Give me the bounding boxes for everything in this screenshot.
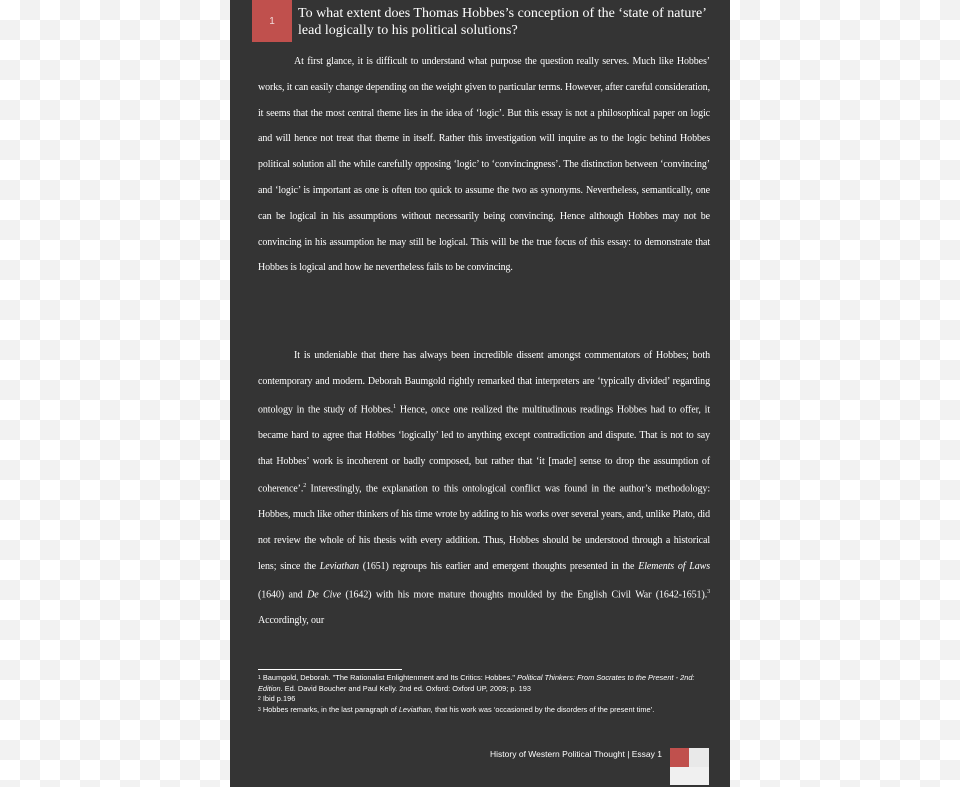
text-run: Accordingly, our [258, 614, 325, 626]
footnote-ref-1[interactable]: 1 [393, 403, 397, 410]
page-footer: History of Western Political Thought | Essay 1 [490, 749, 662, 759]
paragraph-text [258, 343, 710, 634]
book-title-elements: Elements of Laws [638, 561, 710, 573]
text-run: Hence, once one realized the multitudinous readings Hobbes had to offer, it became hard to agree that Hobbes ‘logically’ led to anything except contradiction and dispute. That is not to say that Hobbes’ work is incoherent or badly composed, but rather that ‘it [made] sense to drop the assumption of coherence’. [258, 403, 710, 495]
text-run: Interestingly, the explanation to this ontological conflict was found in the author’s methodology: Hobbes, much like other thinkers of his time wrote by adding to his works over several years, and, unlike Plato, did not review the whole of his thesis with every addition. Thus, Hobbes should be understood through a historical lens; since the [258, 483, 710, 573]
footnote-1 [258, 673, 710, 694]
footnote-text: Baumgold, Deborah. "The Rationalist Enlightenment and Its Critics: Hobbes." [260, 673, 518, 682]
body-paragraph-1 [258, 49, 710, 281]
footnotes [258, 673, 710, 715]
body-paragraph-2 [258, 343, 710, 634]
footer-accent-square [670, 748, 689, 767]
footnote-number: 3 [258, 706, 261, 713]
book-title-leviathan: Leviathan [319, 561, 359, 573]
footnote-text: Ibid p.196 [260, 694, 296, 704]
text-run: It is undeniable that there has always been incredible dissent amongst commentators of Hobbes; both contemporary and modern. Deborah Baumgold rightly remarked that interpreters are ‘typically divided’ regarding ontology in the study of Hobbes. [258, 350, 710, 415]
text-run: (1651) regroups his earlier and emergent thoughts presented in the [358, 561, 639, 573]
essay-title: To what extent does Thomas Hobbes’s conception of the ‘state of nature’ lead logically to his political solutions? [298, 6, 706, 38]
book-title-de-cive: De Cive [307, 589, 341, 601]
footer-grey-block [670, 767, 709, 785]
text-run: (1640) and [258, 589, 308, 601]
footnote-italic: Leviathan, [398, 704, 433, 714]
footnote-text: Hobbes remarks, in the last paragraph of [260, 704, 399, 714]
page-number-badge [252, 0, 292, 42]
footnote-ref-3[interactable]: 3 [707, 588, 710, 595]
text-run: (1642) with his more mature thoughts moulded by the English Civil War (1642-1651). [340, 589, 708, 601]
footnote-text: . Ed. David Boucher and Paul Kelly. 2nd ed. Oxford: Oxford UP, 2009; p. 193 [280, 683, 531, 693]
footnote-separator [258, 669, 402, 670]
page-number: 1 [269, 15, 275, 27]
footnote-italic: Political Thinkers: From Socrates to the Present - 2nd: Edition [258, 673, 695, 693]
footer-grey-square [689, 748, 709, 767]
footnote-3 [258, 705, 710, 716]
footnote-text: that his work was ‘occasioned by the disorders of the present time’. [432, 704, 655, 714]
footnote-number: 2 [258, 696, 261, 703]
paragraph-text: At first glance, it is difficult to understand what purpose the question really serves. Much like Hobbes’ works, it can easily change depending on the weight given to particular terms. However, after careful consideration, it seems that the most central theme lies in the idea of ‘logic’. But this essay is not a philosophical paper on logic and will hence not treat that theme in itself. Rather this investigation will inquire as to the logic behind Hobbes political solution all the while carefully opposing ‘logic’ to ‘convincingness’. The distinction between ‘convincing’ and ‘logic’ is important as one is often too quick to assume the two as synonyms. Nevertheless, semantically, one can be logical in his assumptions without necessarily being convincing. Hence although Hobbes may not be convincing in his assumption he may still be logical. This will be the true focus of this essay: to demonstrate that Hobbes is logical and how he nevertheless fails to be convincing. [258, 56, 710, 274]
footnote-number: 1 [258, 675, 261, 681]
footnote-ref-2[interactable]: 2 [303, 483, 307, 490]
footnote-2 [258, 694, 710, 705]
